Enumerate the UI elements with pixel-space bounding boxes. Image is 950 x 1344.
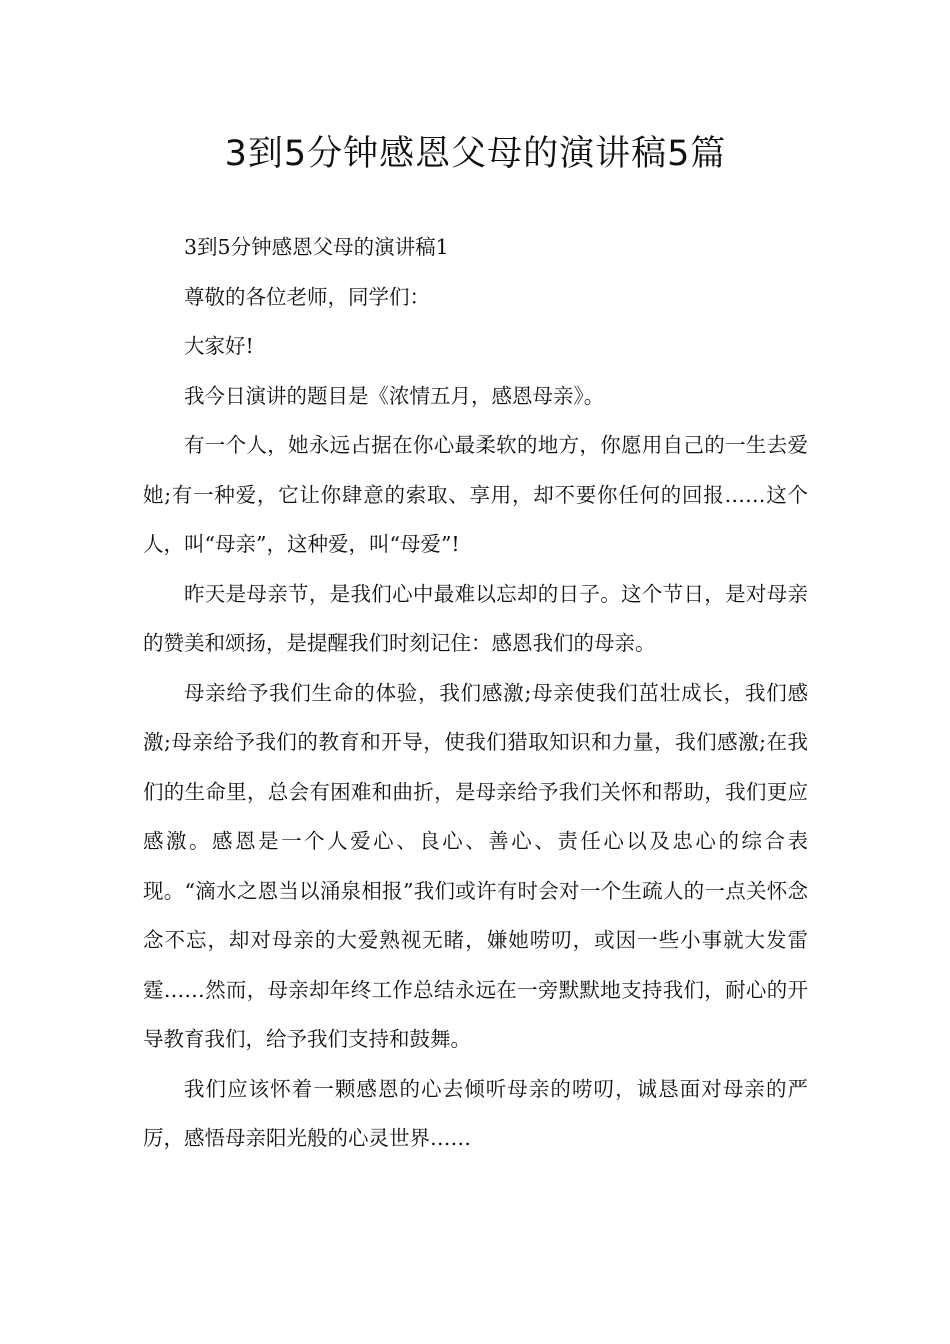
paragraph-speech-heading: 3到5分钟感恩父母的演讲稿1 xyxy=(184,235,449,259)
document-title: 3到5分钟感恩父母的演讲稿5篇 xyxy=(224,134,727,174)
paragraph-body: 昨天是母亲节，是我们心中最难以忘却的日子。这个节日，是对母亲的赞美和颂扬，是提醒我们时刻记住：感恩我们的母亲。 xyxy=(143,581,808,655)
paragraph-topic: 我今日演讲的题目是《浓情五月，感恩母亲》。 xyxy=(184,383,605,408)
paragraph-salutation: 尊敬的各位老师，同学们： xyxy=(184,284,430,309)
paragraph-body: 我们应该怀着一颗感恩的心去倾听母亲的唠叨，诚恳面对母亲的严厉，感悟母亲阳光般的心灵世界…… xyxy=(143,1076,808,1150)
paragraph-body: 母亲给予我们生命的体验，我们感激;母亲使我们茁壮成长，我们感激;母亲给予我们的教育和开导，使我们猎取知识和力量，我们感激;在我们的生命里，总会有困难和曲折，是母亲给予我们关怀和帮助，我们更应感激。感恩是一个人爱心、良心、善心、责任心以及忠心的综合表现。“滴水之恩当以涌泉相报”我们或许有时会对一个生疏人的一点关怀念念不忘，却对母亲的大爱熟视无睹，嫌她唠叨，或因一些小事就大发雷霆……然而，母亲却年终工作总结永远在一旁默默地支持我们，耐心的开导教育我们，给予我们支持和鼓舞。 xyxy=(143,680,808,1051)
paragraph-greeting: 大家好! xyxy=(184,334,254,358)
document-body xyxy=(143,223,808,1164)
paragraph-body: 有一个人，她永远占据在你心最柔软的地方，你愿用自己的一生去爱她;有一种爱，它让你肆意的索取、享用，却不要你任何的回报……这个人，叫“母亲”，这种爱，叫“母爱”! xyxy=(143,433,808,556)
